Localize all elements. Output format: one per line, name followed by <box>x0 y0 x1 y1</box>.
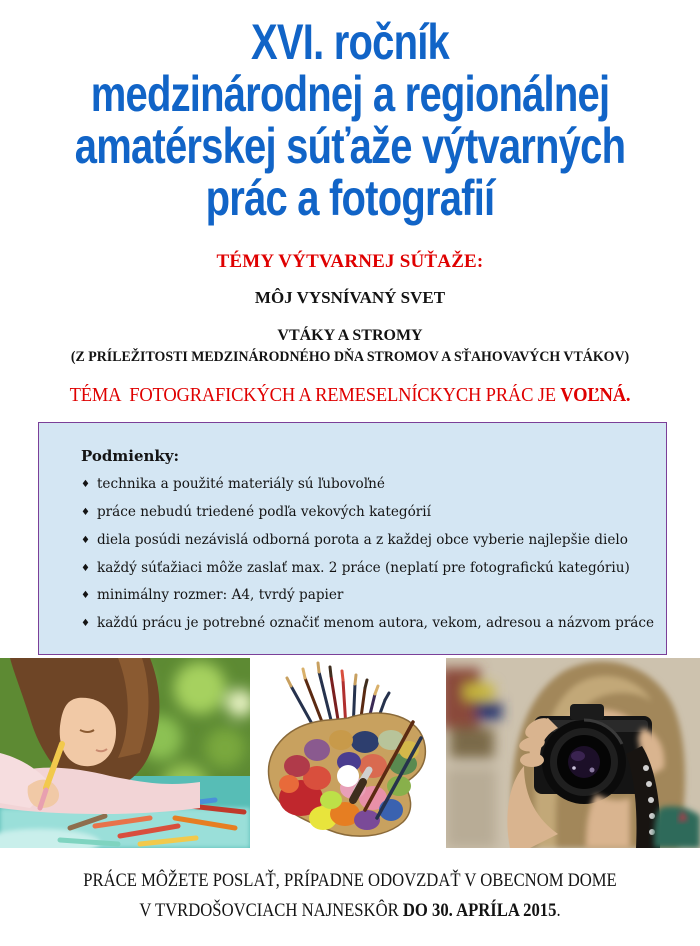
condition-item <box>81 586 652 604</box>
diamond-bullet-icon: ♦ <box>81 479 90 490</box>
title-line-4: prác a fotografií <box>205 170 495 226</box>
conditions-box <box>38 422 667 655</box>
title-line-2: medzinárodnej a regionálnej <box>90 66 610 122</box>
theme-1: MÔJ VYSNÍVANÝ SVET <box>254 288 446 307</box>
condition-text: každý súťažiaci môže zaslať max. 2 práce (neplatí pre fotografickú kategóriu) <box>96 559 630 576</box>
diamond-bullet-icon: ♦ <box>81 506 90 518</box>
condition-text: minimálny rozmer: A4, tvrdý papier <box>96 587 344 604</box>
photo-theme-line <box>18 385 683 407</box>
diamond-bullet-icon: ♦ <box>81 562 90 574</box>
photo-paint-palette <box>253 658 443 848</box>
condition-text: každú prácu je potrebné označiť menom autora, vekom, adresou a názvom práce <box>96 615 655 632</box>
title-line-3: amatérskej súťaže výtvarných <box>74 118 626 174</box>
photo-strip <box>0 658 700 848</box>
title-line-1: XVI. ročník <box>251 14 449 70</box>
diamond-bullet-icon: ♦ <box>81 618 90 630</box>
footer-line-2 <box>35 901 665 922</box>
footer-line-2-period: . <box>556 901 561 921</box>
photo-girl-drawing <box>0 658 250 848</box>
photo-theme-bold: VOĽNÁ. <box>560 385 631 406</box>
photo-theme-text: TÉMA FOTOGRAFICKÝCH A REMESELNÍCKYCH PRÁC JE <box>69 385 561 406</box>
condition-item <box>81 531 652 549</box>
condition-text: technika a použité materiály sú ľubovoľné <box>96 476 385 492</box>
girl-drawing-illustration <box>0 658 250 848</box>
conditions-heading: Podmienky: <box>81 447 180 465</box>
footer-line-2-text: V TVRDOŠOVCIACH NAJNESKÔR <box>139 901 403 921</box>
diamond-bullet-icon: ♦ <box>81 534 90 546</box>
condition-item <box>81 503 652 521</box>
condition-text: diela posúdi nezávislá odborná porota a z každej obce vyberie najlepšie dielo <box>96 531 628 548</box>
condition-item <box>81 559 652 577</box>
paint-palette-illustration <box>253 658 443 848</box>
condition-item <box>81 475 652 493</box>
condition-item <box>81 614 655 632</box>
theme-2: VTÁKY A STROMY <box>277 327 423 344</box>
theme-2-note: (Z PRÍLEŽITOSTI MEDZINÁRODNÉHO DŇA STROMOV A SŤAHOVAVÝCH VTÁKOV) <box>70 349 630 365</box>
footer-line-1: PRÁCE MÔŽETE POSLAŤ, PRÍPADNE ODOVZDAŤ V OBECNOM DOME <box>83 871 617 891</box>
photo-photographer <box>446 658 700 848</box>
poster-title <box>70 16 630 224</box>
condition-text: práce nebudú triedené podľa vekových kategórií <box>96 503 431 520</box>
footer-deadline: DO 30. APRÍLA 2015 <box>402 901 557 921</box>
diamond-bullet-icon: ♦ <box>81 590 90 602</box>
conditions-list <box>39 475 666 633</box>
themes-heading: TÉMY VÝTVARNEJ SÚŤAŽE: <box>216 251 484 272</box>
photographer-illustration <box>446 658 700 848</box>
